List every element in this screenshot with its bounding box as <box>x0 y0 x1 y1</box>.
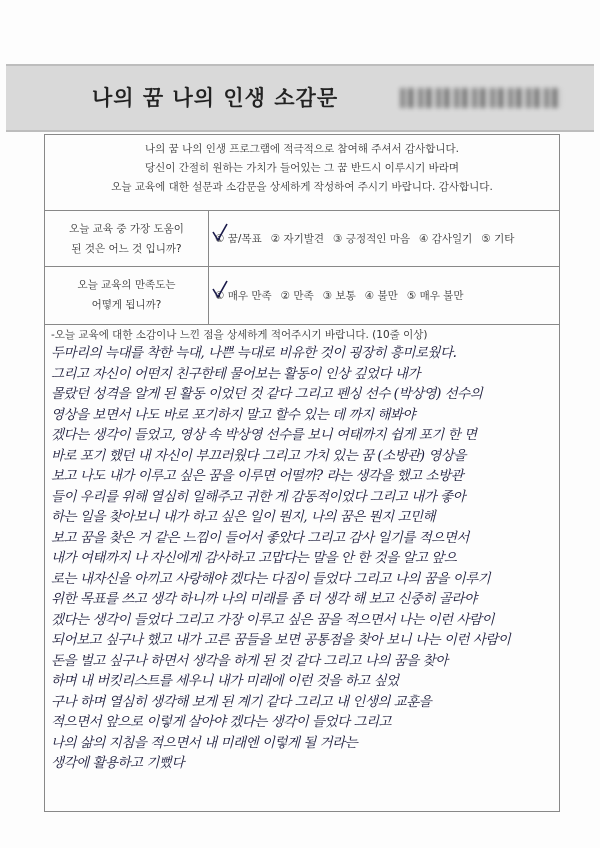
option[interactable]: ② 만족 <box>280 289 314 302</box>
handwritten-essay[interactable] <box>51 343 555 774</box>
essay-line: 들이 우리를 위해 열심히 일해주고 귀한 게 감동적이었다 그리고 내가 좋아 <box>51 488 466 505</box>
essay-line: 로는 내자신을 아끼고 사랑해야 겠다는 다짐이 들었다 그리고 나의 꿈을 이루기 <box>51 570 491 587</box>
form-box <box>44 134 560 812</box>
essay-line: 보고 나도 내가 이루고 싶은 꿈을 이루면 어떨까? 라는 생각을 했고 소방관 <box>51 468 464 484</box>
essay-line: 생각에 활용하고 기뻤다 <box>51 755 184 771</box>
option-selected[interactable]: ① 꿈/목표 <box>215 231 262 246</box>
redacted-name <box>400 88 562 108</box>
essay-prompt: -오늘 교육에 대한 소감이나 느낀 점을 상세하게 적어주시기 바랍니다. (10줄 이상) <box>51 329 428 341</box>
essay-line: 보고 꿈을 찾은 거 같은 느낌이 들어서 좋았다 그리고 감사 일기를 적으면서 <box>51 529 469 546</box>
essay-line: 돈을 벌고 싶구나 하면서 생각을 하게 된 것 같다 그리고 나의 꿈을 찾아 <box>51 652 448 669</box>
essay-line: 영상을 보면서 나도 바로 포기하지 말고 할수 있는 데 까지 해봐야 <box>51 406 415 423</box>
intro-line: 당신이 간절히 원하는 가치가 들어있는 그 꿈 반드시 이루시기 바라며 <box>144 162 460 174</box>
essay-line: 위한 목표를 쓰고 생각 하니까 나의 미래를 좀 더 생각 해 보고 신중히 골라야 <box>51 591 477 607</box>
question-label: 오늘 교육의 만족도는 어떻게 됩니까? <box>45 266 209 324</box>
essay-line: 겠다는 생각이 들었고, 영상 속 박상영 선수를 보니 여태까지 쉽게 포기 한 면 <box>51 427 477 443</box>
essay-line: 나의 삶의 지침을 적으면서 내 미래엔 이렇게 될 거라는 <box>51 734 358 751</box>
intro-text <box>45 135 559 211</box>
check-mark-icon <box>211 279 229 301</box>
question-satisfaction <box>45 266 559 325</box>
check-mark-icon <box>211 222 229 244</box>
option[interactable]: ④ 불만 <box>364 289 398 302</box>
option[interactable]: ② 자기발견 <box>270 233 325 245</box>
essay-line: 하며 내 버킷리스트를 세우니 내가 미래에 이런 것을 하고 싶었 <box>51 673 399 689</box>
essay-line: 구나 하며 열심히 생각해 보게 된 계기 같다 그리고 내 인생의 교훈을 <box>51 693 432 710</box>
option[interactable]: ⑤ 기타 <box>481 233 515 245</box>
essay-line: 겠다는 생각이 들었다 그리고 가장 이루고 싶은 꿈을 적으면서 나는 이런 사람이 <box>51 611 495 628</box>
intro-line: 오늘 교육에 대한 설문과 소감문을 상세하게 작성하여 주시기 바랍니다. 감사합니다. <box>111 181 493 193</box>
options-list <box>215 266 472 324</box>
option[interactable]: ③ 보통 <box>322 289 356 302</box>
essay-line: 내가 여태까지 나 자신에게 감사하고 고맙다는 말을 안 한 것을 알고 앞으 <box>51 550 457 566</box>
essay-line: 그리고 자신이 어떤지 친구한테 물어보는 활동이 인상 깊었다 내가 <box>51 365 420 382</box>
header-bar <box>6 64 594 132</box>
intro-line: 나의 꿈 나의 인생 프로그램에 적극적으로 참여해 주셔서 감사합니다. <box>144 143 460 155</box>
option[interactable]: ④ 감사일기 <box>419 233 473 245</box>
options-list <box>215 211 523 266</box>
essay-line: 두마리의 늑대를 착한 늑대, 나쁜 늑대로 비유한 것이 굉장히 흥미로웠다. <box>51 345 457 361</box>
essay-line: 바로 포기 했던 내 자신이 부끄러웠다 그리고 가치 있는 꿈 (소방관) 영상을 <box>51 447 466 464</box>
page-title: 나의 꿈 나의 인생 소감문 <box>92 86 339 110</box>
option-selected[interactable]: ① 매우 만족 <box>215 288 272 303</box>
essay-line: 되어보고 싶구나 했고 내가 고른 꿈들을 보면 공통점을 찾아 보니 나는 이런 사람이 <box>51 632 511 648</box>
essay-line: 몰랐던 성격을 알게 된 활동 이었던 것 같다 그리고 펜싱 선수 (박상영) 선수의 <box>51 386 483 402</box>
question-most-helpful <box>45 211 559 267</box>
essay-line: 적으면서 앞으로 이렇게 살아야 겠다는 생각이 들었다 그리고 <box>51 714 392 730</box>
question-label: 오늘 교육 중 가장 도움이 된 것은 어느 것 입니까? <box>45 211 209 266</box>
option[interactable]: ③ 긍정적인 마음 <box>333 233 410 245</box>
option[interactable]: ⑤ 매우 불만 <box>406 289 464 302</box>
essay-line: 하는 일을 찾아보니 내가 하고 싶은 일이 뭔지, 나의 꿈은 뭔지 고민해 <box>51 509 436 525</box>
